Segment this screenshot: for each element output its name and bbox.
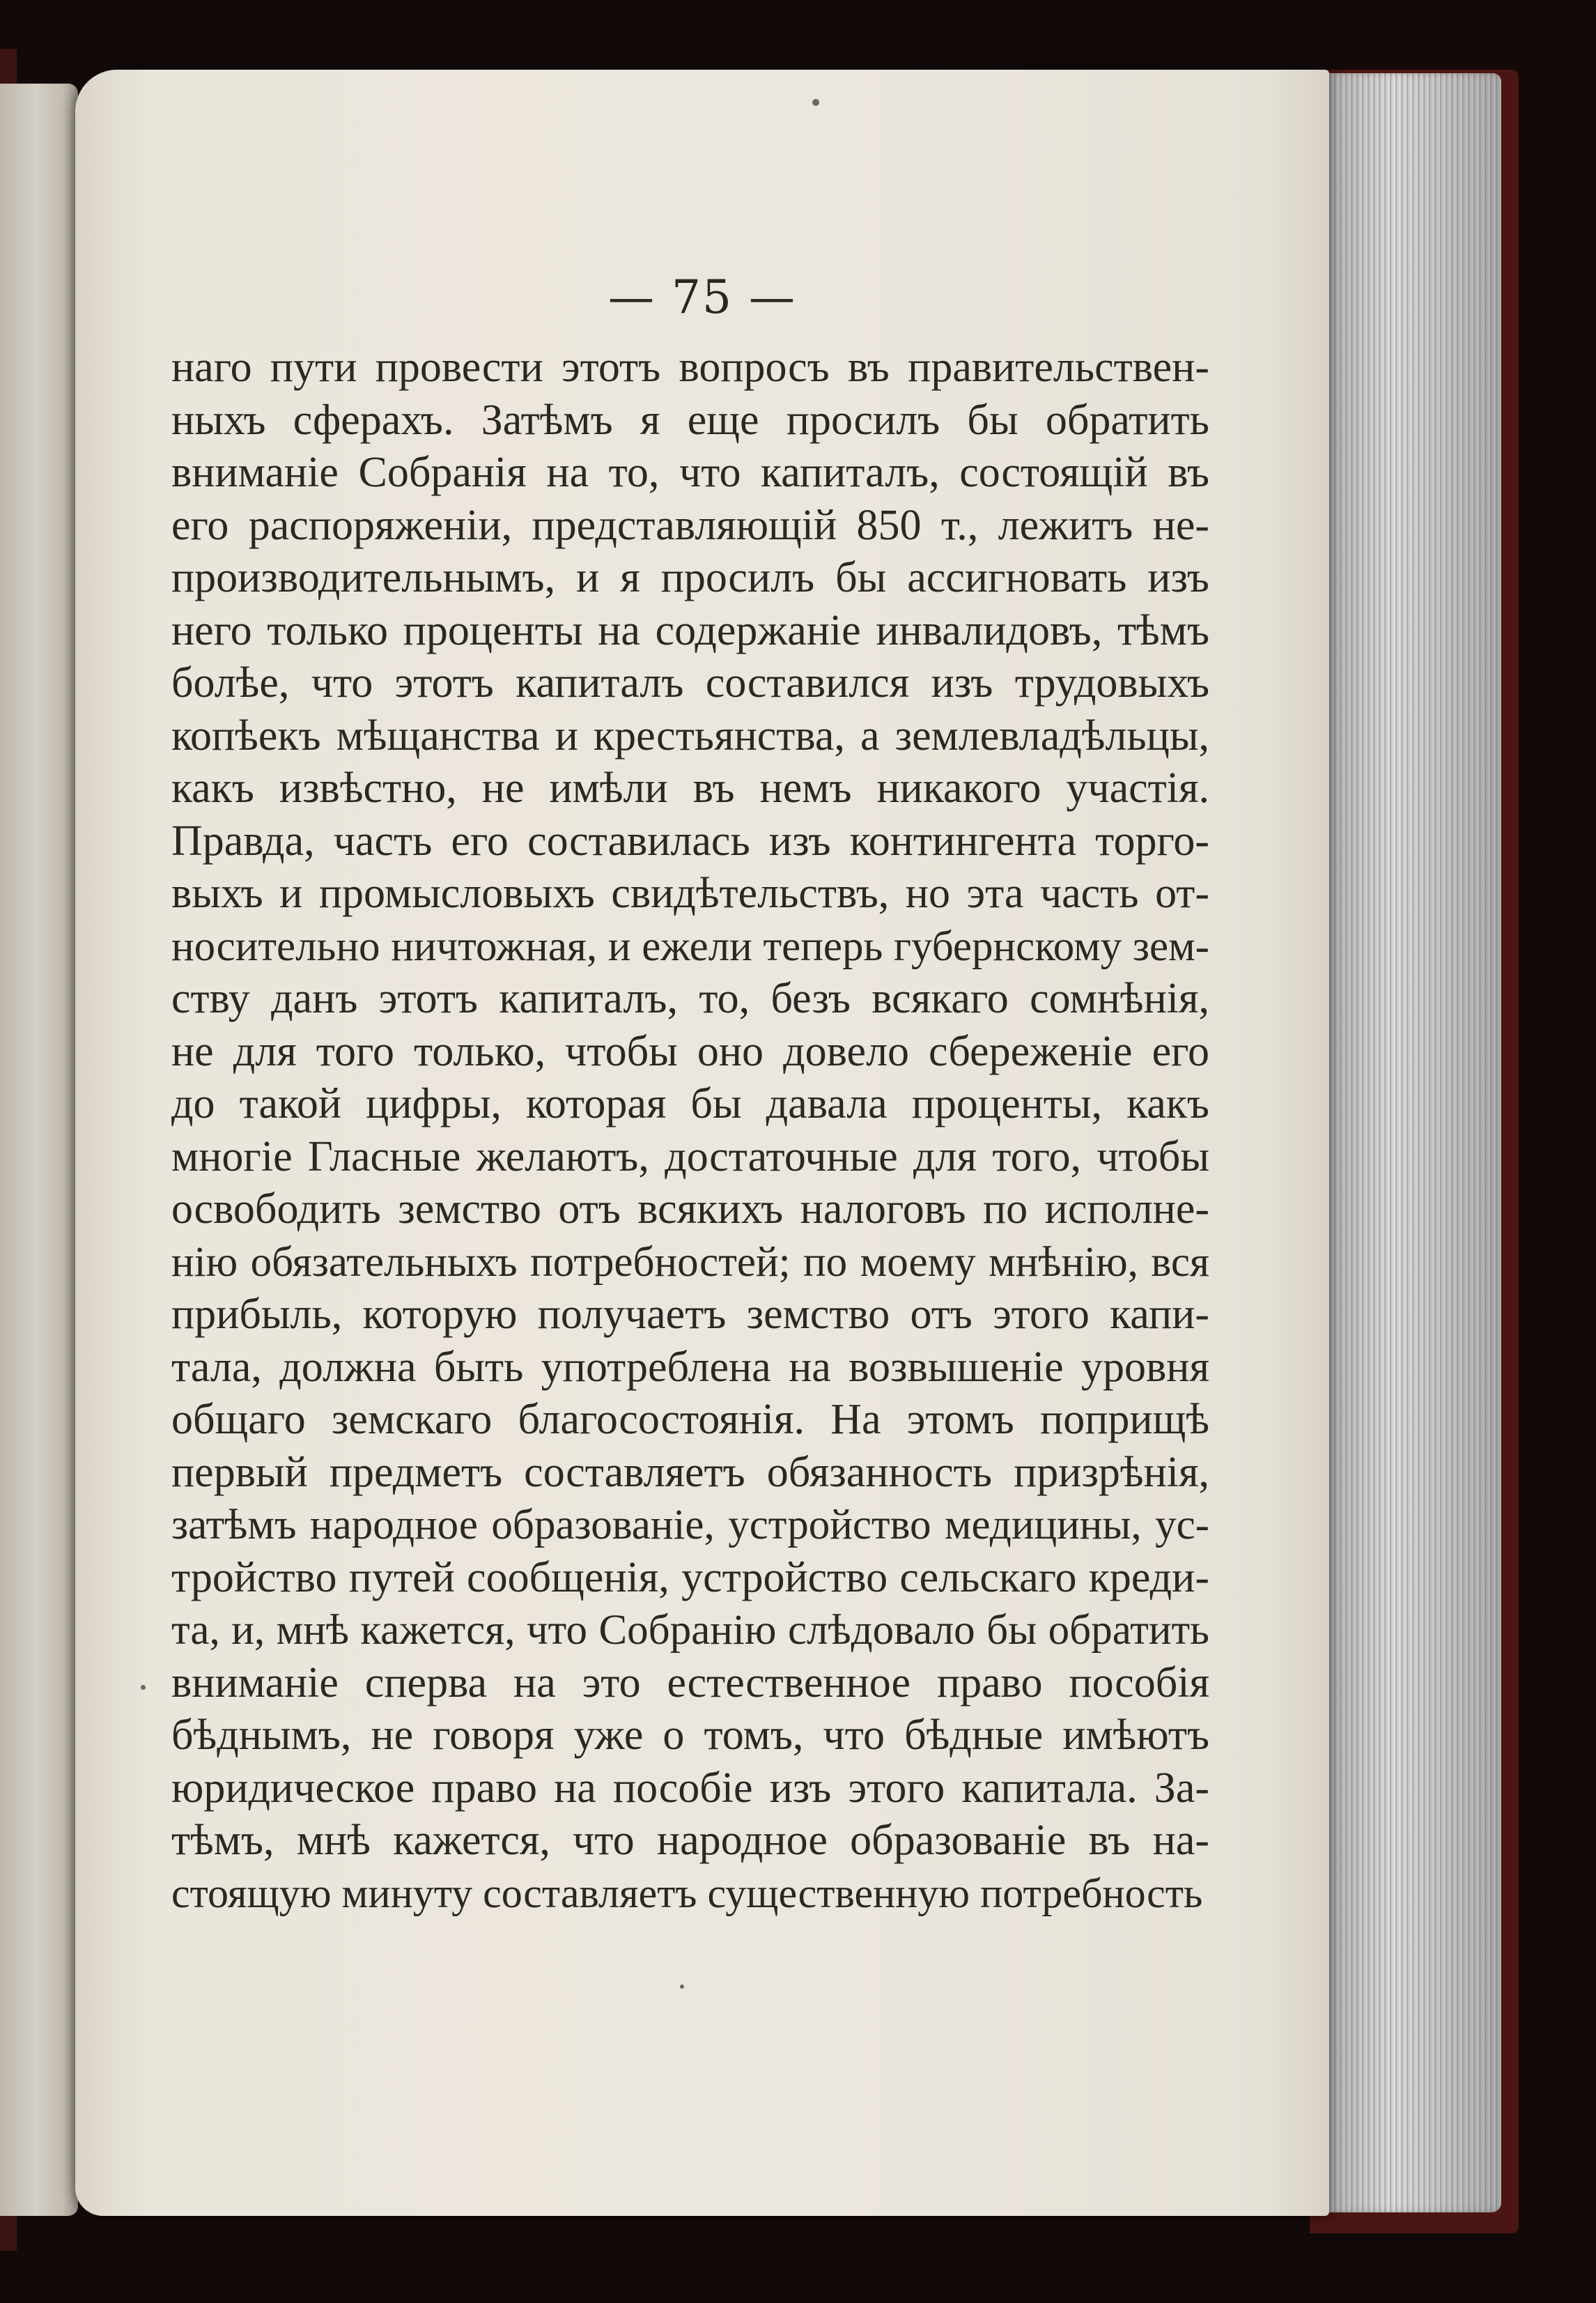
text-line: его распоряженіи, представляющій 850 т., лежитъ не- bbox=[171, 501, 1209, 549]
text-line: производительнымъ, и я просилъ бы ассигновать изъ bbox=[171, 554, 1209, 601]
text-line: многіе Гласные желаютъ, достаточные для того, чтобы bbox=[171, 1132, 1209, 1180]
book-page bbox=[75, 70, 1329, 2216]
text-line: болѣе, что этотъ капиталъ составился изъ трудовыхъ bbox=[171, 659, 1209, 707]
text-line: Правда, часть его составилась изъ контингента торго- bbox=[171, 817, 1209, 865]
previous-page-edge bbox=[0, 84, 78, 2216]
text-line: него только проценты на содержаніе инвалидовъ, тѣмъ bbox=[171, 606, 1209, 654]
text-line: та, и, мнѣ кажется, что Собранію слѣдовало бы обратить bbox=[171, 1607, 1209, 1654]
text-line: не для того только, чтобы оно довело сбереженіе его bbox=[171, 1027, 1209, 1075]
text-line: носительно ничтожная, и ежели теперь губернскому зем- bbox=[171, 923, 1209, 970]
text-line: до такой цифры, которая бы давала проценты, какъ bbox=[171, 1080, 1209, 1127]
text-line: освободить земство отъ всякихъ налоговъ по исполне- bbox=[171, 1185, 1209, 1233]
paper-speck bbox=[141, 1685, 146, 1690]
text-line: ству данъ этотъ капиталъ, то, безъ всякаго сомнѣнія, bbox=[171, 975, 1209, 1022]
text-line: вниманіе Собранія на то, что капиталъ, состоящій въ bbox=[171, 449, 1209, 496]
paper-speck bbox=[812, 99, 819, 106]
text-line: общаго земскаго благосостоянія. На этомъ поприщѣ bbox=[171, 1396, 1209, 1443]
text-line: вниманіе сперва на это естественное право пособія bbox=[171, 1658, 1209, 1707]
text-line: какъ извѣстно, не имѣли въ немъ никакого участія. bbox=[171, 764, 1209, 812]
text-line: затѣмъ народное образованіе, устройство медицины, ус- bbox=[171, 1502, 1209, 1548]
page-edges-shading bbox=[1320, 73, 1501, 2212]
page-number: — 75 — bbox=[608, 270, 796, 324]
text-line: тройство путей сообщенія, устройство сельскаго креди- bbox=[171, 1553, 1209, 1601]
text-line: стоящую минуту составляетъ существенную потребность bbox=[171, 1870, 1203, 1916]
text-line: наго пути провести этотъ вопросъ въ правительствен- bbox=[171, 344, 1209, 391]
text-line: первый предметъ составляетъ обязанность призрѣнія, bbox=[171, 1448, 1209, 1496]
text-line: ныхъ сферахъ. Затѣмъ я еще просилъ бы обратить bbox=[171, 396, 1209, 444]
paper-speck bbox=[680, 1985, 684, 1989]
text-line: выхъ и промысловыхъ свидѣтельствъ, но эта часть от- bbox=[171, 870, 1209, 917]
text-line: юридическое право на пособіе изъ этого капитала. За- bbox=[171, 1764, 1209, 1812]
text-line: нію обязательныхъ потребностей; по моему мнѣнію, вся bbox=[171, 1238, 1209, 1286]
text-line: тала, должна быть употреблена на возвышеніе уровня bbox=[171, 1343, 1209, 1391]
text-line: тѣмъ, мнѣ кажется, что народное образованіе въ на- bbox=[171, 1817, 1209, 1864]
text-line: бѣднымъ, не говоря уже о томъ, что бѣдные имѣютъ bbox=[171, 1711, 1209, 1759]
text-line: прибыль, которую получаетъ земство отъ этого капи- bbox=[171, 1291, 1209, 1338]
body-text bbox=[171, 341, 1209, 1920]
text-line: копѣекъ мѣщанства и крестьянства, а землевладѣльцы, bbox=[171, 711, 1209, 760]
